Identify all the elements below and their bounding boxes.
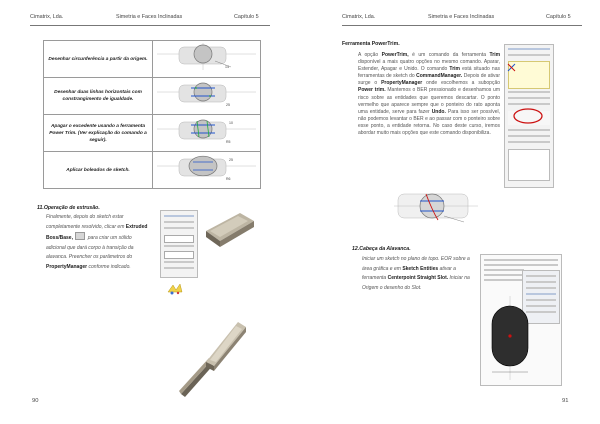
sketch-circle-figure bbox=[153, 41, 261, 78]
step-text: Desenhar duas linhas horizontais com constrangimento de igualdade. bbox=[44, 78, 153, 115]
section-11-text: Finalmente, depois do sketch estar completamente resolvido, clicar em Extruded Boss/Base, para criar um sólido adicional que dará corpo à transição da alavanca. Preencher os parâmetros do PropertyManager conforme indicado. bbox=[46, 214, 148, 270]
steps-table bbox=[43, 40, 261, 189]
page-number: 91 bbox=[562, 398, 569, 404]
sketch-fillet-figure bbox=[153, 152, 261, 189]
trim-icon bbox=[507, 63, 516, 72]
dim-label: R6 bbox=[226, 177, 231, 181]
sketch-trim-figure bbox=[153, 115, 261, 152]
extruded-block-render bbox=[200, 205, 260, 250]
right-page bbox=[300, 0, 600, 424]
header-author: Cimatrix, Lda. bbox=[30, 14, 64, 20]
step-text: Aplicar boleados de sketch. bbox=[44, 152, 153, 189]
power-trim-highlight-circle bbox=[512, 107, 544, 125]
slot-sketch-figure bbox=[486, 296, 534, 380]
header-title: Simetria e Faces Inclinadas bbox=[116, 14, 183, 20]
dim-label: 25 bbox=[226, 103, 230, 107]
section-12-heading: 12.Cabeça da Alavanca. bbox=[352, 246, 411, 252]
section-12-text: Iniciar um sketch no plano de topo. EOR sobre a área gráfica e em Sketch Entities ativar a ferramenta Centerpoint Straight Slot. Iniciar na Origem o desenho do Slot. bbox=[362, 256, 470, 291]
section-11-heading: 11.Operação de extrusão. bbox=[37, 205, 100, 211]
extrude-propertymanager-screenshot bbox=[160, 210, 198, 278]
power-trim-sketch-figure bbox=[394, 186, 478, 226]
step-text: Apagar o excedente usando a ferramenta Power Trim. (Ver explicação do comando a seguir). bbox=[44, 115, 153, 152]
propertymanager-label: PropertyManager bbox=[46, 263, 88, 270]
table-row bbox=[44, 41, 261, 78]
sketch-lines-figure bbox=[153, 78, 261, 115]
power-trim-text: A opção PowerTrim, é um comando da ferramenta Trim disponível a mais quatro opções no mesmo comando. Aparar, Estender, Apagar e Unido. O comando Trim está situado nas ferramentas de sketch do CommandManager. Depois de ativar surge o PropertyManager onde escolhemos a subopção Power trim. Mantemos o BER pressionado e desenhamos um risco sobre as entidades que queremos descartar. O ponto vermelho que aparece sempre que o ponteiro do rato aponta uma entidade, serve para fazer Undo. Para isso ser possível, não podemos levantar o BER e ao passar com o ponteiro sobre esse ponto, a entidade retorna. No caso deste curso, iremos abordar muito mais opções que este comando disponibiliza. bbox=[358, 52, 501, 137]
extrude-icon bbox=[75, 232, 85, 240]
lever-3d-render bbox=[176, 300, 256, 400]
table-row bbox=[44, 78, 261, 115]
header-chapter: Capítulo 5 bbox=[234, 14, 259, 20]
table-row bbox=[44, 152, 261, 189]
header-rule bbox=[342, 25, 582, 26]
table-row bbox=[44, 115, 261, 152]
dim-label: 14 bbox=[225, 65, 229, 69]
dim-label: 25 bbox=[229, 158, 233, 162]
power-trim-heading: Ferramenta PowerTrim. bbox=[342, 41, 400, 47]
extruded-boss-label: Extruded Boss/Base, bbox=[46, 223, 148, 242]
header-rule bbox=[30, 25, 270, 26]
step-text: Desenhar circunferência a partir da origem. bbox=[44, 41, 153, 78]
rebuild-icon bbox=[166, 282, 184, 296]
dim-label: R5 bbox=[226, 140, 231, 144]
header-chapter: Capítulo 5 bbox=[546, 14, 571, 20]
header-author: Cimatrix, Lda. bbox=[342, 14, 376, 20]
page-number: 90 bbox=[32, 398, 39, 404]
dim-label: 10 bbox=[229, 121, 233, 125]
header-title: Simetria e Faces Inclinadas bbox=[428, 14, 495, 20]
